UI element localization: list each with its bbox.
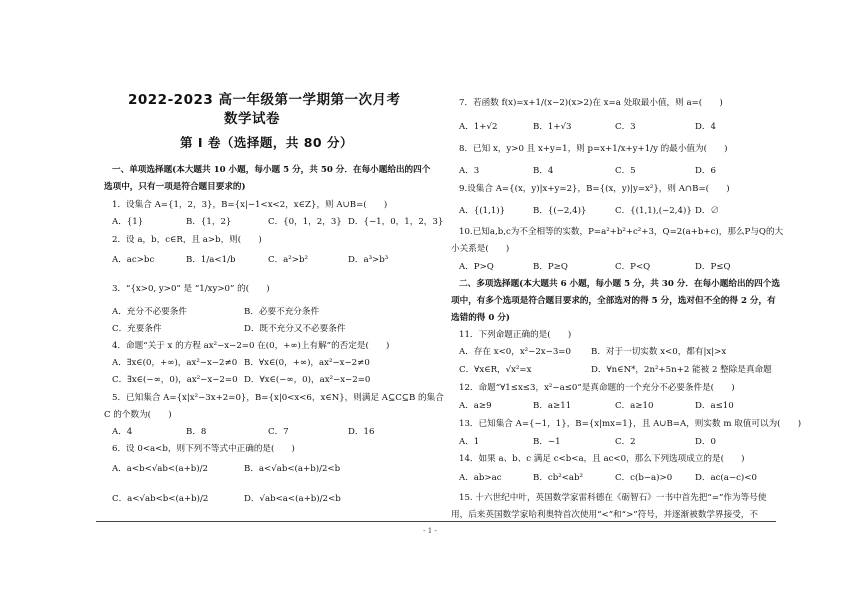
answer-option: C．P<Q [615, 262, 651, 272]
answer-option: C．7 [268, 427, 289, 437]
answer-option: D．4 [695, 122, 716, 132]
question-text: 14．如果 a、b、c 满足 c<b<a，且 ac<0，那么下列选项成立的是( ) [459, 454, 745, 464]
question-text: 9.设集合 A={(x，y)|x+y=2}，B={(x，y)|y=x²}，则 A∩B=( ) [459, 184, 730, 194]
answer-option: A．a<b<√ab<(a+b)/2 [112, 464, 209, 474]
answer-option: A．{(1,1)} [459, 206, 506, 216]
answer-option: D．{−1，0，1，2，3} [348, 217, 444, 227]
answer-option: B．4 [533, 166, 554, 176]
answer-option: A．P>Q [459, 262, 494, 272]
answer-option: C．充要条件 [112, 324, 162, 334]
answer-option: A．4 [112, 427, 133, 437]
answer-option: C．5 [615, 166, 636, 176]
question-text: 10.已知a,b,c为不全相等的实数，P=a²+b²+c²+3，Q=2(a+b+c)，那么P与Q的大 [459, 227, 784, 237]
exam-title: 2022-2023 高一年级第一学期第一次月考 [128, 92, 401, 108]
answer-option: C．a≥10 [615, 401, 654, 411]
page-number: - 1 - [423, 527, 437, 535]
question-text: 6．设 0<a<b，则下列不等式中正确的是( ) [112, 444, 295, 454]
answer-option: D．∅ [695, 206, 720, 216]
answer-option: A．a≥9 [459, 401, 492, 411]
question-text: 2．设 a，b，c∈R，且 a>b，则( ) [112, 235, 262, 245]
question-text: 15. 十六世纪中叶，英国数学家雷科德在《砺智石》一书中首先把“=”作为等号使 [459, 493, 767, 503]
answer-option: D．16 [348, 427, 375, 437]
answer-option: C．a²>b² [268, 255, 308, 265]
answer-option: A．∃x∈(0，+∞)，ax²−x−2≠0 [112, 358, 238, 368]
answer-option: B．∀x∈(0，+∞)，ax²−x−2≠0 [244, 358, 370, 368]
answer-option: B．−1 [533, 437, 561, 447]
question-text: 4．命题“关于 x 的方程 ax²−x−2=0 在(0，+∞)上有解”的否定是( ) [112, 341, 390, 351]
answer-option: B．a<√ab<(a+b)/2<b [244, 464, 341, 474]
answer-option: B．a≥11 [533, 401, 572, 411]
answer-option: B．对于一切实数 x<0，都有|x|>x [591, 347, 727, 357]
answer-option: D．∀x∈(−∞，0)，ax²−x−2=0 [244, 375, 371, 385]
answer-option: C．∀x∈R，√x²=x [459, 365, 532, 375]
question-text: 8．已知 x，y>0 且 x+y=1，则 p=x+1/x+y+1/y 的最小值为( ) [459, 144, 728, 154]
footer-divider [96, 521, 776, 522]
answer-option: D．a³>b³ [348, 255, 389, 265]
answer-option: D．∀n∈N*，2n²+5n+2 能被 2 整除是真命题 [591, 365, 772, 375]
question-text: 11．下列命题正确的是( ) [459, 330, 572, 340]
section-instruction: 选项中，只有一项是符合题目要求的) [104, 182, 246, 192]
answer-option: C．a<√ab<b<(a+b)/2 [112, 494, 209, 504]
answer-option: A．1 [459, 437, 480, 447]
answer-option: B．P≥Q [533, 262, 568, 272]
answer-option: B．1+√3 [533, 122, 572, 132]
answer-option: A．{1} [112, 217, 144, 227]
question-text: 用，后来英国数学家哈利奥特首次使用“<”和“>”符号，并逐渐被数学界接受，不 [451, 510, 758, 520]
question-text: 7．若函数 f(x)=x+1/(x−2)(x>2)在 x=a 处取最小值，则 a=( ) [459, 98, 723, 108]
answer-option: A．ab>ac [459, 473, 502, 483]
question-text: 3．“{x>0, y>0” 是 “1/xy>0” 的( ) [112, 284, 270, 294]
answer-option: B．{1，2} [186, 217, 232, 227]
answer-option: A．1+√2 [459, 122, 498, 132]
question-text: 1．设集合 A={1，2，3}，B={x|−1<x<2，x∈Z}，则 A∪B=( ) [112, 200, 388, 210]
answer-option: B．8 [186, 427, 207, 437]
answer-option: D．√ab<a<(a+b)/2<b [244, 494, 341, 504]
section-instruction: 选错的得 0 分) [451, 313, 510, 323]
answer-option: D．P≤Q [695, 262, 731, 272]
answer-option: C．{0，1，2，3} [268, 217, 342, 227]
answer-option: D．ac(a−c)<0 [695, 473, 757, 483]
answer-option: C．c(b−a)>0 [615, 473, 673, 483]
answer-option: B．必要不充分条件 [244, 307, 320, 317]
answer-option: B．{(−2,4)} [533, 206, 587, 216]
answer-option: D．既不充分又不必要条件 [244, 324, 346, 334]
section-instruction: 二、多项选择题(本大题共 6 小题，每小题 5 分，共 30 分．在每小题给出的四个选 [459, 279, 780, 289]
answer-option: A．3 [459, 166, 480, 176]
answer-option: D．0 [695, 437, 716, 447]
question-text: 小关系是( ) [451, 244, 510, 254]
section-instruction: 项中，有多个选项是符合题目要求的，全部选对的得 5 分，选对但不全的得 2 分，有 [451, 296, 776, 306]
answer-option: B．cb²<ab² [533, 473, 583, 483]
answer-option: D．a≤10 [695, 401, 734, 411]
answer-option: C．∃x∈(−∞，0)，ax²−x−2=0 [112, 375, 238, 385]
answer-option: C．{(1,1),(−2,4)} [615, 206, 692, 216]
answer-option: A．存在 x<0，x²−2x−3=0 [459, 347, 571, 357]
answer-option: D．6 [695, 166, 716, 176]
answer-option: C．3 [615, 122, 636, 132]
exam-subtitle: 数学试卷 [224, 111, 280, 127]
answer-option: A．充分不必要条件 [112, 307, 187, 317]
section-instruction: 一、单项选择题(本大题共 10 小题，每小题 5 分，共 50 分．在每小题给出的四个 [112, 165, 431, 175]
question-text: C 的个数为( ) [104, 410, 172, 420]
question-text: 13．已知集合 A={−1，1}，B={x|mx=1}，且 A∪B=A，则实数 m 取值可以为( ) [459, 419, 802, 429]
part-heading: 第 I 卷（选择题，共 80 分） [180, 135, 353, 150]
question-text: 12．命题“∀1≤x≤3，x²−a≤0”是真命题的一个充分不必要条件是( ) [459, 383, 735, 393]
answer-option: B．1/a<1/b [186, 255, 236, 265]
answer-option: A．ac>bc [112, 255, 155, 265]
answer-option: C．2 [615, 437, 636, 447]
question-text: 5．已知集合 A={x|x²−3x+2=0}，B={x|0<x<6，x∈N}，则满足 A⊆C⊆B 的集合 [112, 393, 444, 403]
